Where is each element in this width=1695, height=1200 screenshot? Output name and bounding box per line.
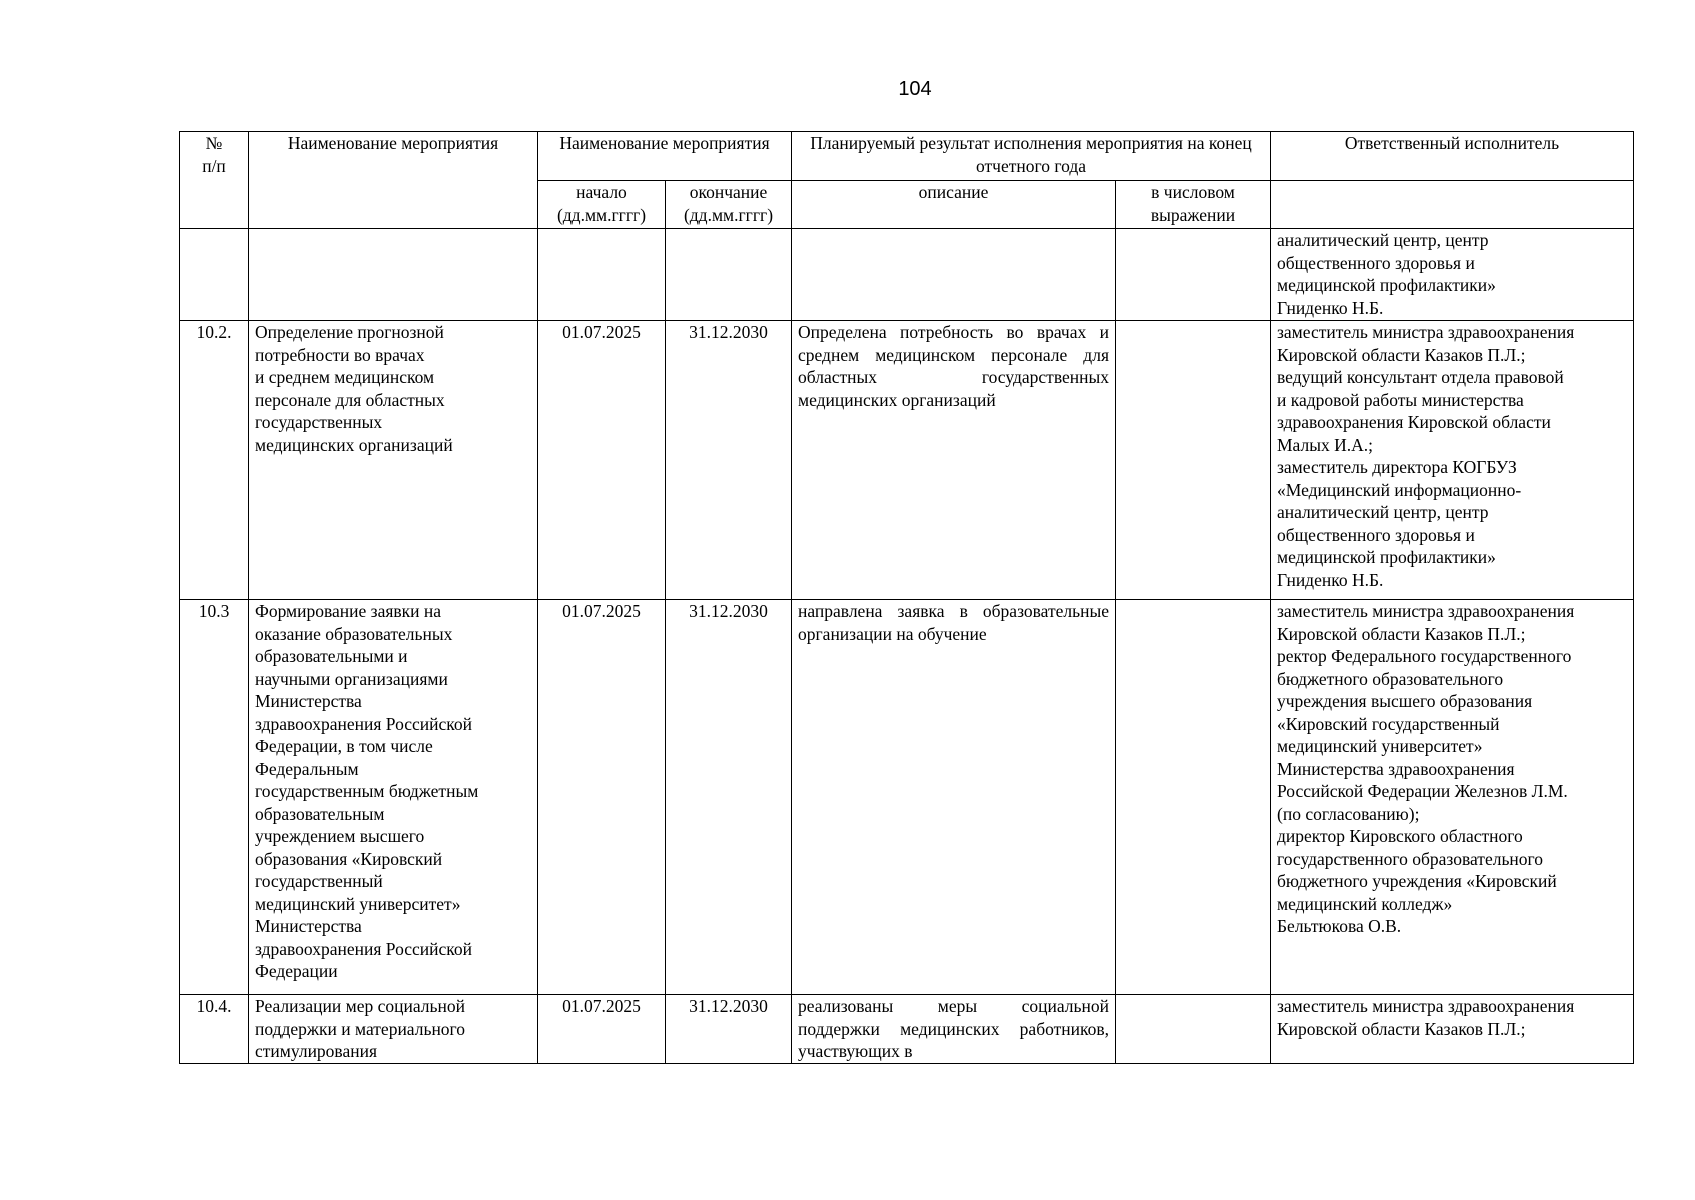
cell-num	[180, 229, 249, 321]
header-row-top	[180, 132, 1634, 181]
cell-numeric	[1116, 229, 1271, 321]
cell-numeric	[1116, 995, 1271, 1064]
cell-end: 31.12.2030	[666, 995, 792, 1064]
table-row	[180, 229, 1634, 321]
cell-num: 10.4.	[180, 995, 249, 1064]
header-responsible: Ответственный исполнитель	[1271, 132, 1634, 181]
table-row	[180, 321, 1634, 600]
cell-numeric	[1116, 600, 1271, 995]
cell-num: 10.2.	[180, 321, 249, 600]
cell-responsible: заместитель министра здравоохранения Кировской области Казаков П.Л.; ректор Федерального государственного бюджетного образовательного учреждения высшего образования «Кировский государственный медицинский университет» Министерства здравоохранения Российской Федерации Железнов Л.М. (по согласованию); директор Кировского областного государственного образовательного бюджетного учреждения «Кировский медицинский колледж» Бельтюкова О.В.	[1271, 600, 1634, 995]
cell-start	[538, 229, 666, 321]
cell-end: 31.12.2030	[666, 321, 792, 600]
header-num: № п/п	[180, 132, 249, 229]
cell-responsible: аналитический центр, центр общественного здоровья и медицинской профилактики» Гниденко Н.Б.	[1271, 229, 1634, 321]
activities-table	[179, 131, 1634, 1064]
cell-num: 10.3	[180, 600, 249, 995]
table-row	[180, 600, 1634, 995]
header-end: окончание (дд.мм.гггг)	[666, 181, 792, 229]
header-result: Планируемый результат исполнения мероприятия на конец отчетного года	[792, 132, 1271, 181]
cell-responsible: заместитель министра здравоохранения Кировской области Казаков П.Л.; ведущий консультант отдела правовой и кадровой работы министерства здравоохранения Кировской области Малых И.А.; заместитель директора КОГБУЗ «Медицинский информационно- аналитический центр, центр общественного здоровья и медицинской профилактики» Гниденко Н.Б.	[1271, 321, 1634, 600]
table-row	[180, 995, 1634, 1064]
cell-start: 01.07.2025	[538, 600, 666, 995]
cell-start: 01.07.2025	[538, 995, 666, 1064]
cell-end	[666, 229, 792, 321]
header-name: Наименование мероприятия	[249, 132, 538, 229]
page-number: 104	[898, 78, 932, 100]
cell-name: Формирование заявки на оказание образовательных образовательными и научными организациями Министерства здравоохранения Российской Федерации, в том числе Федеральным государственным бюджетным образовательным учреждением высшего образования «Кировский государственный медицинский университет» Министерства здравоохранения Российской Федерации	[249, 600, 538, 995]
cell-start: 01.07.2025	[538, 321, 666, 600]
cell-description	[792, 229, 1116, 321]
cell-responsible: заместитель министра здравоохранения Кировской области Казаков П.Л.;	[1271, 995, 1634, 1064]
header-description: описание	[792, 181, 1116, 229]
cell-end: 31.12.2030	[666, 600, 792, 995]
cell-description: направлена заявка в образовательные организации на обучение	[792, 600, 1116, 995]
header-responsible-empty	[1271, 181, 1634, 229]
cell-name: Определение прогнозной потребности во врачах и среднем медицинском персонале для областных государственных медицинских организаций	[249, 321, 538, 600]
header-period: Наименование мероприятия	[538, 132, 792, 181]
header-start: начало (дд.мм.гггг)	[538, 181, 666, 229]
cell-name	[249, 229, 538, 321]
cell-name: Реализации мер социальной поддержки и материального стимулирования	[249, 995, 538, 1064]
header-numeric: в числовом выражении	[1116, 181, 1271, 229]
cell-description: Определена потребность во врачах и среднем медицинском персонале для областных государственных медицинских организаций	[792, 321, 1116, 600]
cell-description: реализованы меры социальной поддержки медицинских работников, участвующих в	[792, 995, 1116, 1064]
cell-numeric	[1116, 321, 1271, 600]
